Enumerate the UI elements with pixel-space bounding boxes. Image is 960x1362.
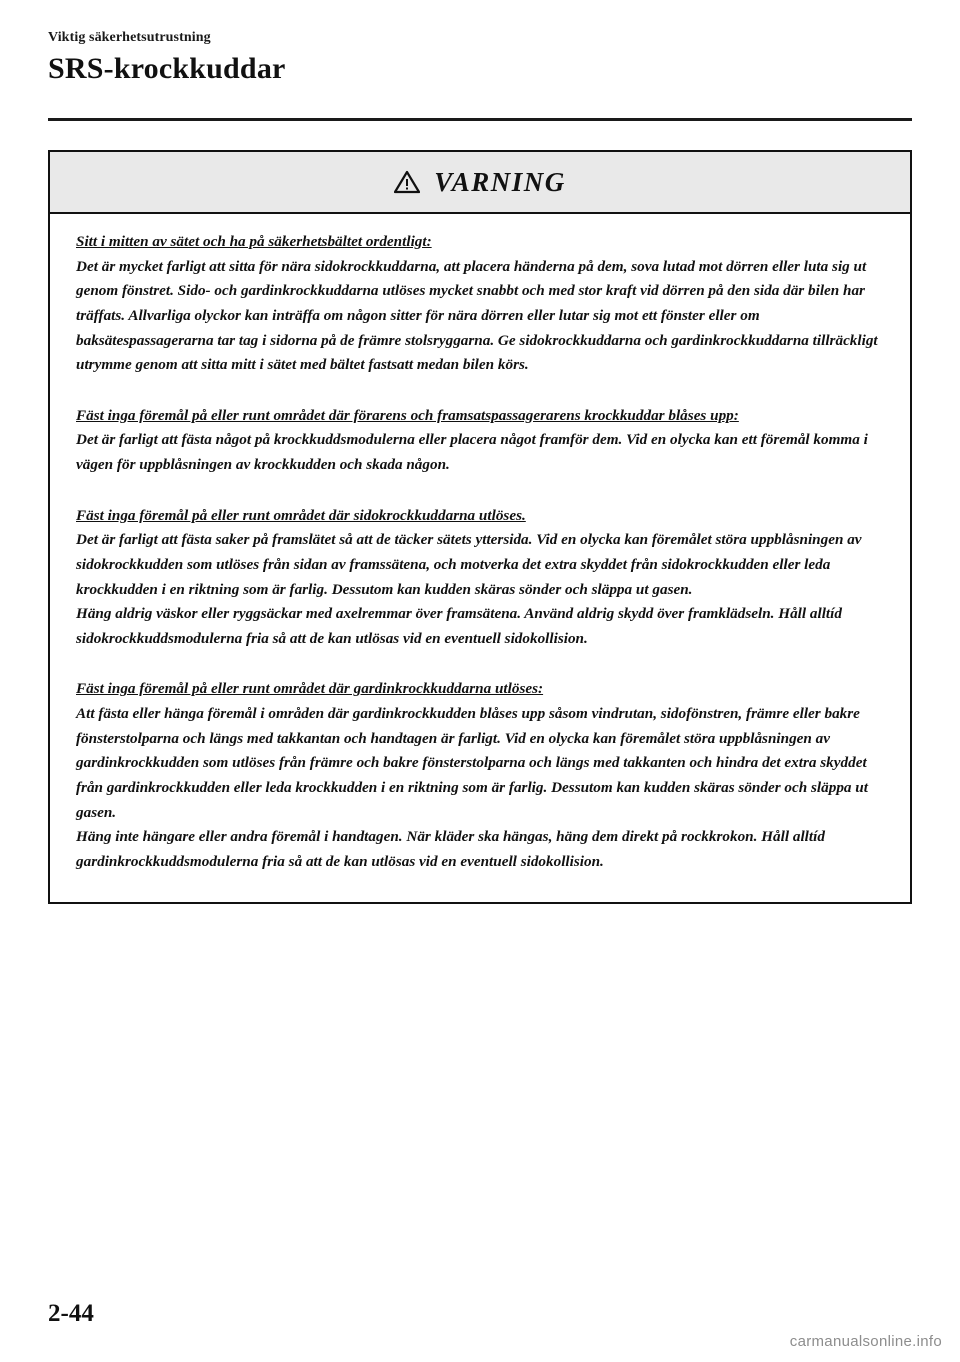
warning-lead: Sitt i mitten av sätet och ha på säkerhetsbältet ordentligt: bbox=[76, 233, 432, 250]
warning-paragraph bbox=[76, 404, 884, 478]
warning-text: Det är farligt att fästa något på krockkuddsmodulerna eller placera något framför dem. Vid en olycka kan ett föremål komma i vägen för uppblåsningen av krockkudden och skada någon. bbox=[76, 431, 868, 473]
warning-text: Det är mycket farligt att sitta för nära sidokrockkuddarna, att placera händerna på dem, sova lutad mot dörren eller luta sig ut genom fönstret. Sido- och gardinkrockkuddarna utlöses mycket snabbt och med stor kraft vid dörren på den sida där bilen har träffats. Allvarliga olyckor kan inträffa om någon sitter för nära dörren eller lutar sig mot ett fönster eller om baksätespassagerarna tar tag i sidorna på de främre stolsryggarna. Ge sidokrockkuddarna och gardinkrockkuddarna tillräckligt utrymme genom att sitta mitt i sätet med bältet fastsatt medan bilen körs. bbox=[76, 257, 878, 374]
warning-text: Det är farligt att fästa saker på framslätet så att de täcker sätets yttersida. Vid en olycka kan föremålet störa uppblåsningen av sidokrockkudden som utlöses från sidan av framssätena, och motverka det extra skyddet från sidokrockkudden eller leda krockkudden i en riktning som är farlig. Dessutom kan kudden skäras sönder och släppa ut gasen. bbox=[76, 531, 862, 598]
header-divider bbox=[48, 118, 912, 121]
warning-header bbox=[50, 152, 910, 214]
warning-block bbox=[76, 504, 884, 652]
warning-paragraph bbox=[76, 504, 884, 652]
warning-lead: Fäst inga föremål på eller runt området där förarens och framsatspassagerarens krockkuddar blåses upp: bbox=[76, 406, 739, 424]
warning-block bbox=[76, 404, 884, 478]
warning-paragraph bbox=[76, 230, 884, 378]
warning-lead: Fäst inga föremål på eller runt området där sidokrockkuddarna utlöses. bbox=[76, 506, 526, 524]
page-number: 2-44 bbox=[48, 1300, 94, 1327]
warning-title: VARNING bbox=[434, 166, 566, 197]
watermark-site: carmanualsonline.info bbox=[789, 1333, 942, 1350]
warning-paragraph bbox=[76, 677, 884, 874]
warning-triangle-icon bbox=[394, 170, 420, 194]
warning-body bbox=[50, 214, 910, 902]
page-title: SRS-krockkuddar bbox=[48, 52, 286, 85]
warning-block bbox=[76, 677, 884, 874]
warning-lead: Fäst inga föremål på eller runt området där gardinkrockkuddarna utlöses: bbox=[76, 680, 544, 698]
warning-text-secondary: Häng inte hängare eller andra föremål i handtagen. När kläder ska hängas, häng dem direkt på rockkrokon. Håll alltíd gardinkrockkuddsmodulerna fria så att de kan utlösas vid en eventuell sidokollision. bbox=[76, 828, 825, 870]
warning-box bbox=[48, 150, 912, 904]
section-eyebrow: Viktig säkerhetsutrustning bbox=[48, 30, 211, 45]
page-header bbox=[48, 30, 912, 85]
warning-block bbox=[76, 230, 884, 378]
warning-text-secondary: Häng aldrig väskor eller ryggsäckar med axelremmar över framsätena. Använd aldrig skydd över framklädseln. Håll alltíd sidokrockkuddsmodulerna fria så att de kan utlösas vid en eventuell sidokollision. bbox=[76, 605, 842, 647]
warning-text: Att fästa eller hänga föremål i områden där gardinkrockkudden blåses upp såsom vindrutan, sidofönstren, främre eller bakre fönsterstolparna och längs med takkantan och handtagen är farligt. Vid en olycka kan föremålet störa uppblåsningen av gardinkrockkudden som utlöses från främre och bakre fönsterstolparna och längs med takkanten och hindra det extra skyddet från gardinkrockkudden eller leda krockkudden i en riktning som är farlig. Dessutom kan kudden skäras sönder och släppa ut gasen. bbox=[76, 705, 868, 821]
